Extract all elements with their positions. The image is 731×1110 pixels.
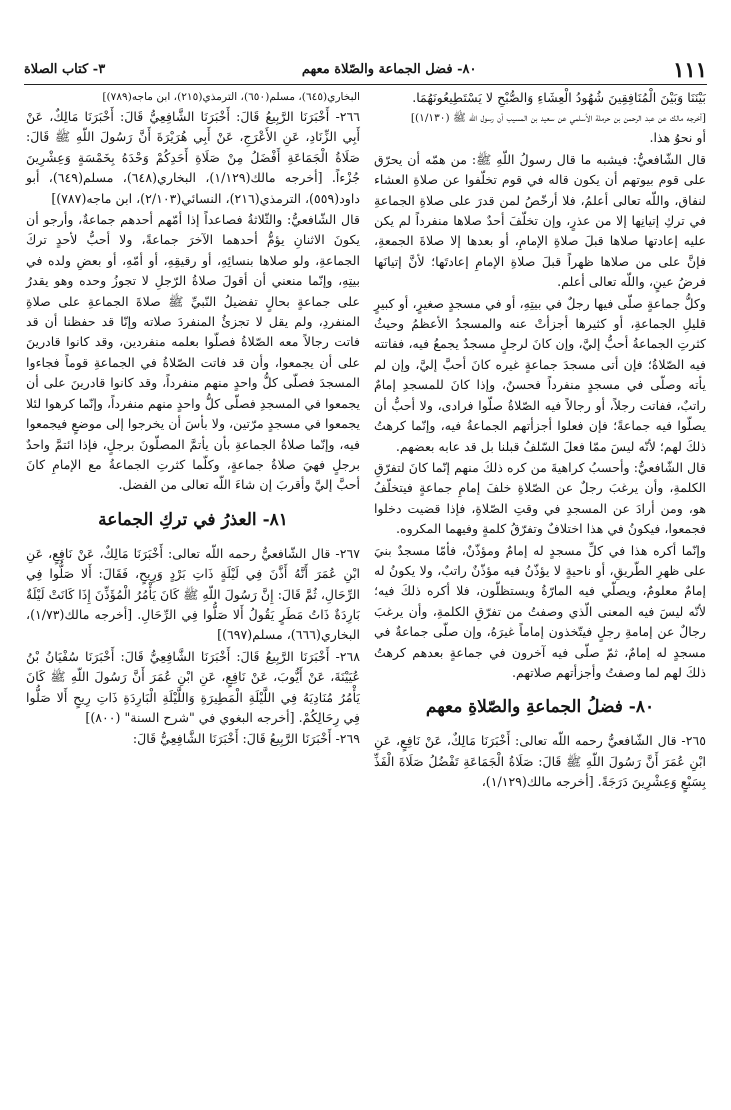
running-title: ٨٠- فضل الجماعة والصّلاة معهم bbox=[301, 61, 477, 77]
page-header bbox=[24, 54, 707, 85]
source-citation: البخاري(٦٤٥)، مسلم(٦٥٠)، الترمذي(٢١٥)، ابن ماجه(٧٨٩)] bbox=[102, 91, 360, 103]
hadith-paragraph: ٢٦٩- أَخْبَرَنَا الرَّبِيعُ قَالَ: أَخْبَرَنَا الشَّافِعِيُّ قَالَ: bbox=[132, 731, 360, 747]
page-number: ١١١ bbox=[673, 56, 707, 82]
shafii-commentary: قال الشّافعيُّ: فيشبه ما قال رسولُ اللّهِ ﷺ: من همّه أن يحرّق على قوم بيوتهم أن يكون قاله في قوم تخلّفوا عن صلاةِ العشاء لنفاق، واللّه تعالى أعلمُ، فلا أرخّصُ لمن قدرَ على صلاةِ الجماعةِ في تركِ إتيانِها إلا من عذرٍ، وإن تخلّفَ أحدٌ صلاها منفرداً لم يكن عليه إعادتها صلاها قبلَ صلاةِ الإمامِ، أو بعدها إلا صلاةَ الجمعةِ، فإنَّ على من صلاها ظهراً قبلَ صلاةِ الإمامِ إعادتَها؛ لأنَّ إتيانَها فرضُ عينٍ، واللّه تعالى أعلم. bbox=[374, 151, 706, 290]
hadith-paragraph: ٢٦٥- قال الشّافعيُّ رحمه اللّه تعالى: أَخْبَرَنَا مَالِكٌ، عَنْ نَافِعٍ، عَنِ ابْنِ عُمَرَ أَنَّ رَسُولَ اللّهِ ﷺ قَالَ: صَلَاةُ الْجَمَاعَةِ تَفْضُلُ صَلَاةَ الْفَذِّ بِسَبْعٍ وَعِشْرِينَ دَرَجَةً. [أخرجه مالك(١/١٢٩)، bbox=[374, 733, 706, 790]
text-paragraph: وكلُّ جماعةٍ صلّى فيها رجلٌ في بيتِهِ، أو في مسجدٍ صغيرٍ، أو كبيرٍ قليلِ الجماعةِ، أو كثيرها أجزأتْ عنه والمسجدُ الأعظمُ وحيثُ كثرتِ الجماعةُ أحبُّ إليَّ، وإن كانَ لرجلٍ مسجدٌ يجمعُ فيه، ففاتته فيه الصّلاةُ؛ فإن أتى مسجدَ جماعةٍ غيره كانَ أحبَّ إليَّ، وإن لم يأته وصلّى في مسجدٍ منفرداً فحسنٌ، وإذا كانَ للمسجدِ إمامٌ راتبٌ، ففاتت رجلاً، أو رجالاً فيه الصّلاةُ صلّوا فرادى، ولا أحبُّ أن يصلّوا فيه جماعةً؛ فإن فعلوا أجزأتهم الجماعةُ فيه، وإنّما كرهتُ ذلكَ لهم؛ لأنّه ليسَ ممّا فعلَ السّلفُ قبلنا بل قد عابه بعضهم. bbox=[374, 295, 706, 454]
hadith-paragraph: ٢٦٧- قال الشّافعيُّ رحمه اللّه تعالى: أَخْبَرَنَا مَالِكٌ، عَنْ نَافِعٍ، عَنِ ابْنِ عُمَرَ أَنَّهُ أَذَّنَ فِي لَيْلَةٍ ذَاتِ بَرْدٍ وَرِيحٍ، فَقَالَ: أَلا صَلُّوا فِي الرِّحَالِ، ثُمَّ قَالَ: إِنَّ رَسُولَ اللّهِ ﷺ كَانَ يَأْمُرُ الْمُؤَذِّنَ إِذَا كَانَتْ لَيْلَةٌ بَارِدَةٌ ذَاتُ مَطَرٍ يَقُولُ أَلا صَلُّوا فِي الرِّحَالِ. [أخرجه مالك(١/٧٣)، البخاري(٦٦٦)، مسلم(٦٩٧)] bbox=[26, 545, 360, 643]
chapter-heading: ٨١- العذرُ في تركِ الجماعة bbox=[98, 509, 288, 530]
shafii-commentary: قال الشّافعيُّ: والثّلاثةُ فصاعداً إذا أمّهم أحدهم جماعةٌ، وأرجو أن يكونَ الاثنانِ يؤمُّ أحدهما الآخرَ جماعةً، ولا أحبُّ لأحدٍ تركَ الجماعةِ، ولو صلاها بنسائِهِ، أو رقيقِهِ، أو أمّهِ، أو بعضِ ولده في بيتِهِ، وإنّما منعني أن أقولَ صلاةُ الرّجلِ لا تجوزُ وحده وهو يقدرُ على جماعةٍ بحالٍ تفضيلُ النّبيِّ ﷺ صلاةَ الجماعةِ على صلاةِ المنفردِ، ولم يقل لا تجزئُ المنفردَ صلاته وإنّا قد حفظنا أن قد فاتت رجالاً معه الصّلاةُ فصلّوا بعلمه منفردين، وقد كانوا قادرينَ على أن يجمعوا، وأن قد فاتت الصّلاةُ في الجماعةِ قوماً فجاءوا المسجدَ فصلّى كلُّ واحدٍ منهم منفرداً، وقد كانوا قادرينَ على أن يجمعوا في المسجدِ فصلّى كلُّ واحدٍ منهم منفرداً، وإنّما كرهوا لئلا يجمعوا في مسجدٍ مرّتين، ولا بأسَ أن يخرجوا إلى موضعٍ فيجمعوا فيه، وإنّما صلاةُ الجماعةِ بأن يأتمَّ المصلّونَ برجلٍ، فإذا ائتمَّ واحدٌ برجلٍ فهيَ صلاةُ جماعةٍ، وكلّما كثرتِ الجماعةُ مع الإمامِ كانَ أحبَّ إليَّ وأقربَ إن شاءَ اللّه تعالى من الفضل. bbox=[26, 212, 360, 493]
book-title: ٣- كتاب الصلاة bbox=[24, 61, 106, 77]
left-column bbox=[26, 88, 360, 751]
continued-hadith-text: بَيْنَنَا وَبَيْنَ الْمُنَافِقِينَ شُهُودُ الْعِشَاءِ وَالصُّبْحِ لا يَسْتَطِيعُونَهُمَا. bbox=[412, 90, 706, 105]
shafii-commentary: قال الشّافعيُّ: وأحسبُ كراهيةَ من كره ذلكَ منهم إنّما كانَ لتفرّقِ الكلمةِ، وأن يرغبَ رجلٌ عن الصّلاةِ خلفَ إمامِ جماعةٍ فيتخلّفُ هو، ومن أرادَ عن المسجدِ في وقتِ الصّلاةِ، فإذا قضيت دخلوا فجمعوا، فيكونُ في هذا اختلافٌ وتفرّقُ كلمةٍ وفيهما المكروه. bbox=[374, 459, 706, 537]
source-citation: [أخرجه مالك عن عبد الرحمن بن حرملة الأسلمي عن سعيد بن المسيب أن رسول الله ﷺ (١/١٣٠)] bbox=[410, 112, 706, 125]
chapter-heading: ٨٠- فضلُ الجماعةِ والصّلاةِ معهم bbox=[425, 697, 655, 718]
right-column bbox=[374, 88, 706, 794]
text-paragraph: وإنّما أكره هذا في كلِّ مسجدٍ له إمامٌ ومؤذّنٌ، فأمّا مسجدٌ بنيَ على ظهرِ الطّريقِ، أو ناحيةٍ لا يؤذّنُ فيه مؤذّنٌ راتبٌ، ولا يكونُ له إمامٌ معلومٌ، ويصلّي فيه المارّةُ ويستظلّون، فلا أكره ذلكَ فيه؛ لأنّه ليسَ فيه المعنى الّذي وصفتُ من تفرّقِ الكلمةِ، وأن يرغبَ رجالٌ عن إمامةِ رجلٍ فيتّخذون إماماً غيرَهُ، وإن صلّى جماعةٌ في مسجدٍ له إمامٌ، ثمّ صلّى فيه آخرون في جماعةٍ بعدهم كرهتُ ذلكَ لهم لما وصفتُ وأجزأتهم صلاتهم. bbox=[374, 542, 706, 680]
text-paragraph: أو نحوُ هذا. bbox=[649, 130, 706, 146]
hadith-paragraph: ٢٦٦- أَخْبَرَنَا الرَّبِيعُ قَالَ: أَخْبَرَنَا الشَّافِعِيُّ قَالَ: أَخْبَرَنَا مَالِكٌ، عَنْ أَبِي الزِّنَادِ، عَنِ الأَعْرَجِ، عَنْ أَبِي هُرَيْرَةَ أَنَّ رَسُولَ اللّهِ ﷺ قَالَ: صَلَاةُ الْجَمَاعَةِ أَفْضَلُ مِنْ صَلَاةِ أَحَدِكُمْ وَحْدَهُ بِخَمْسَةٍ وَعِشْرِينَ جُزْءاً. [أخرجه مالك(١/١٢٩)، البخاري(٦٤٨)، مسلم(٦٤٩)، أبو داود(٥٥٩)، الترمذي(٢١٦)، النسائي(٢/١٠٣)، ابن ماجه(٧٨٧)] bbox=[26, 109, 361, 206]
hadith-paragraph: ٢٦٨- أَخْبَرَنَا الرَّبِيعُ قَالَ: أَخْبَرَنَا الشَّافِعِيُّ قَالَ: أَخْبَرَنَا سُفْيَانُ بْنُ عُيَيْنَةَ، عَنْ أَيُّوبَ، عَنْ نَافِعٍ، عَنِ ابْنِ عُمَرَ أَنَّ رَسُولَ اللّهِ ﷺ كَانَ يَأْمُرُ مُنَادِيَهُ فِي اللَّيْلَةِ الْمَطِيرَةِ وَاللَّيْلَةِ الْبَارِدَةِ ذَاتِ رِيحٍ أَلا صَلُّوا فِي رِحَالِكُمْ. [أخرجه البغوي في "شرح السنة" (٨٠٠)] bbox=[26, 648, 360, 725]
